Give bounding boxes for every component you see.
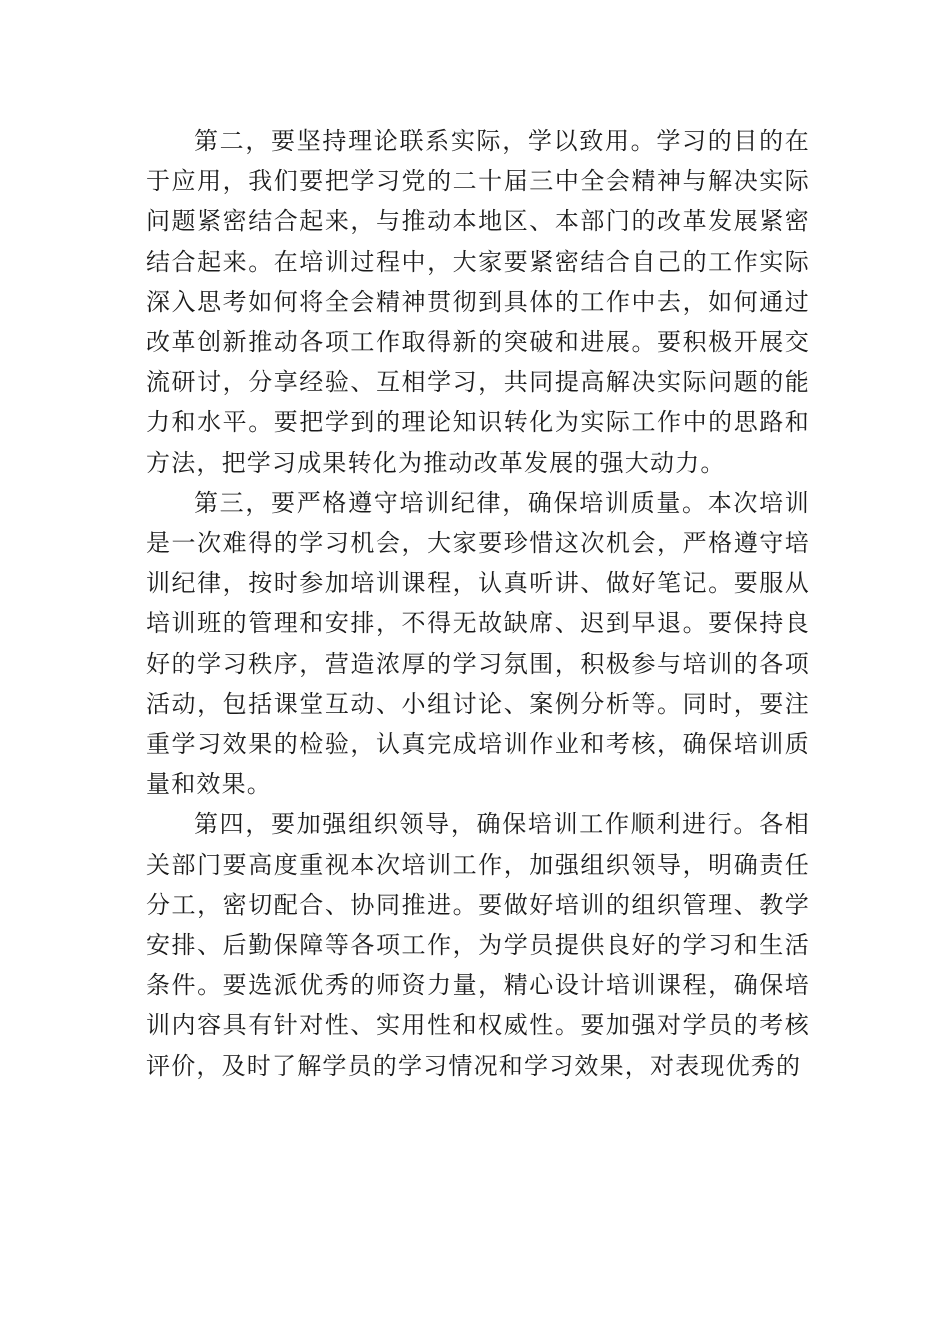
document-body [146, 121, 810, 1086]
paragraph-fourth-point: 第四，要加强组织领导，确保培训工作顺利进行。各相关部门要高度重视本次培训工作，加强组织领导，明确责任分工，密切配合、协同推进。要做好培训的组织管理、教学安排、后勤保障等各项工作，为学员提供良好的学习和生活条件。要选派优秀的师资力量，精心设计培训课程，确保培训内容具有针对性、实用性和权威性。要加强对学员的考核评价，及时了解学员的学习情况和学习效果，对表现优秀的 [146, 810, 810, 1080]
paragraph-second-point: 第二，要坚持理论联系实际，学以致用。学习的目的在于应用，我们要把学习党的二十届三中全会精神与解决实际问题紧密结合起来，与推动本地区、本部门的改革发展紧密结合起来。在培训过程中，大家要紧密结合自己的工作实际深入思考如何将全会精神贯彻到具体的工作中去，如何通过改革创新推动各项工作取得新的突破和进展。要积极开展交流研讨，分享经验、互相学习，共同提高解决实际问题的能力和水平。要把学到的理论知识转化为实际工作中的思路和方法，把学习成果转化为推动改革发展的强大动力。 [146, 127, 810, 477]
paragraph-third-point: 第三，要严格遵守培训纪律，确保培训质量。本次培训是一次难得的学习机会，大家要珍惜这次机会，严格遵守培训纪律，按时参加培训课程，认真听讲、做好笔记。要服从培训班的管理和安排，不得无故缺席、迟到早退。要保持良好的学习秩序，营造浓厚的学习氛围，积极参与培训的各项活动，包括课堂互动、小组讨论、案例分析等。同时，要注重学习效果的检验，认真完成培训作业和考核，确保培训质量和效果。 [146, 488, 810, 799]
